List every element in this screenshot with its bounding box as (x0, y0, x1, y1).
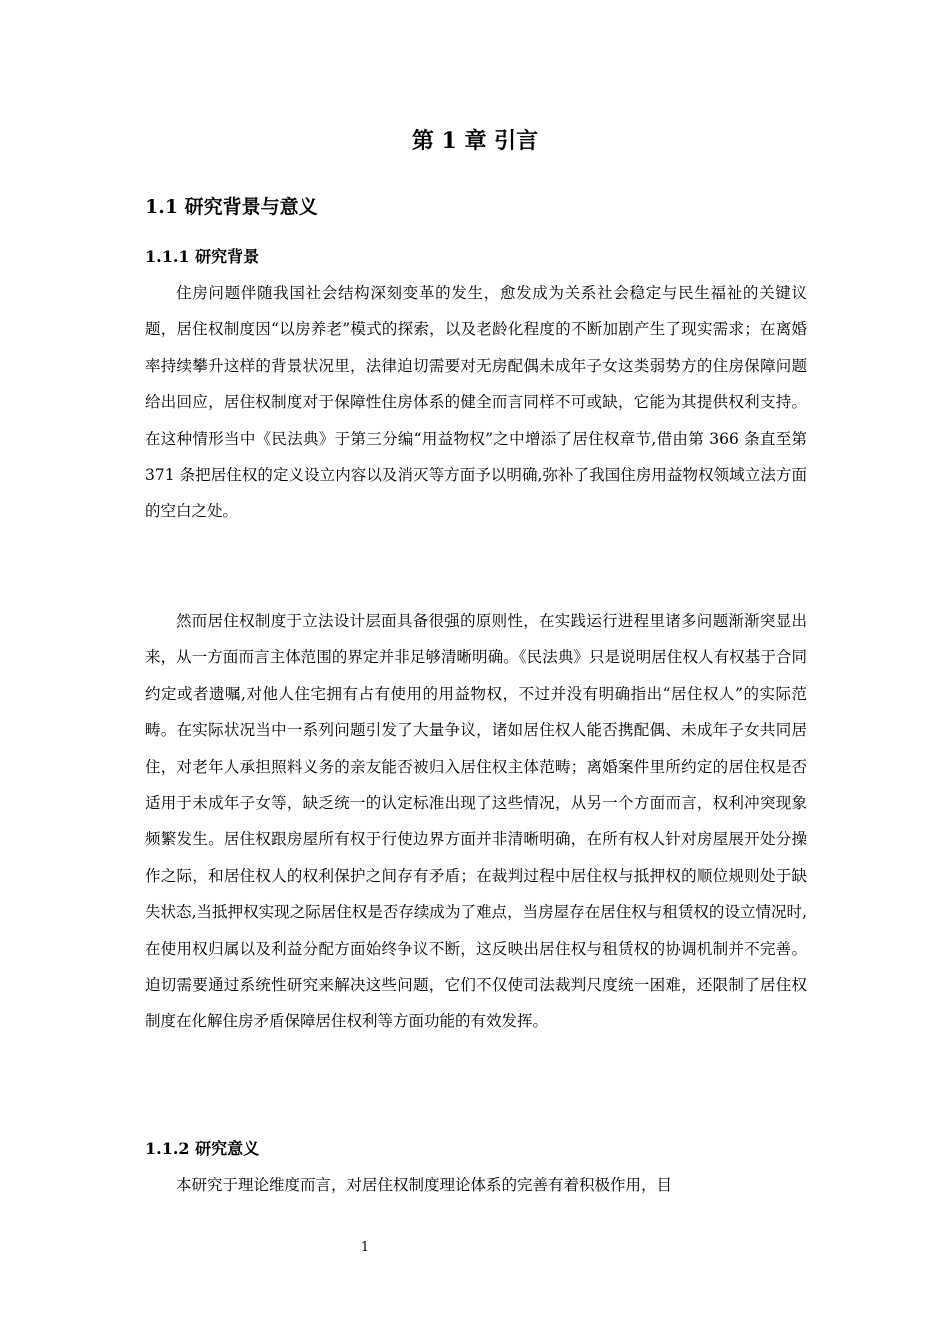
chapter-title: 第 1 章 引言 (411, 128, 539, 154)
paragraph-background-1: 住房问题伴随我国社会结构深刻变革的发生，愈发成为关系社会稳定与民生福祉的关键议题，居住权制度因“以房养老”模式的探索，以及老龄化程度的不断加剧产生了现实需求；在离婚率持续攀升这样的背景状况里，法律迫切需要对无房配偶未成年子女这类弱势方的住房保障问题给出回应，居住权制度对于保障性住房体系的健全而言同样不可或缺，它能为其提供权利支持。在这种情形当中《民法典》于第三分编“用益物权”之中增添了居住权章节,借由第 366 条直至第 371 条把居住权的定义设立内容以及消灭等方面予以明确,弥补了我国住房用益物权领域立法方面的空白之处。 (145, 284, 807, 521)
paragraph-significance-1: 本研究于理论维度而言，对居住权制度理论体系的完善有着积极作用，目 (176, 1176, 673, 1194)
page-number: 1 (360, 1240, 370, 1255)
subsection-title-significance: 1.1.2 研究意义 (145, 1139, 260, 1158)
subsection-title-background: 1.1.1 研究背景 (145, 247, 260, 266)
paragraph-background-2: 然而居住权制度于立法设计层面具备很强的原则性，在实践运行进程里诸多问题渐渐突显出来，从一方面而言主体范围的界定并非足够清晰明确。《民法典》只是说明居住权人有权基于合同约定或者遗嘱,对他人住宅拥有占有使用的用益物权，不过并没有明确指出“居住权人”的实际范畴。在实际状况当中一系列问题引发了大量争议，诸如居住权人能否携配偶、未成年子女共同居住，对老年人承担照料义务的亲友能否被归入居住权主体范畴；离婚案件里所约定的居住权是否适用于未成年子女等，缺乏统一的认定标准出现了这些情况，从另一个方面而言，权利冲突现象频繁发生。居住权跟房屋所有权于行使边界方面并非清晰明确，在所有权人针对房屋展开处分操作之际，和居住权人的权利保护之间存有矛盾；在裁判过程中居住权与抵押权的顺位规则处于缺失状态,当抵押权实现之际居住权是否存续成为了难点，当房屋存在居住权与租赁权的设立情况时,在使用权归属以及利益分配方面始终争议不断，这反映出居住权与租赁权的协调机制并不完善。迫切需要通过系统性研究来解决这些问题，它们不仅使司法裁判尺度统一困难，还限制了居住权制度在化解住房矛盾保障居住权利等方面功能的有效发挥。 (145, 612, 807, 1031)
section-title: 1.1 研究背景与意义 (145, 196, 318, 218)
